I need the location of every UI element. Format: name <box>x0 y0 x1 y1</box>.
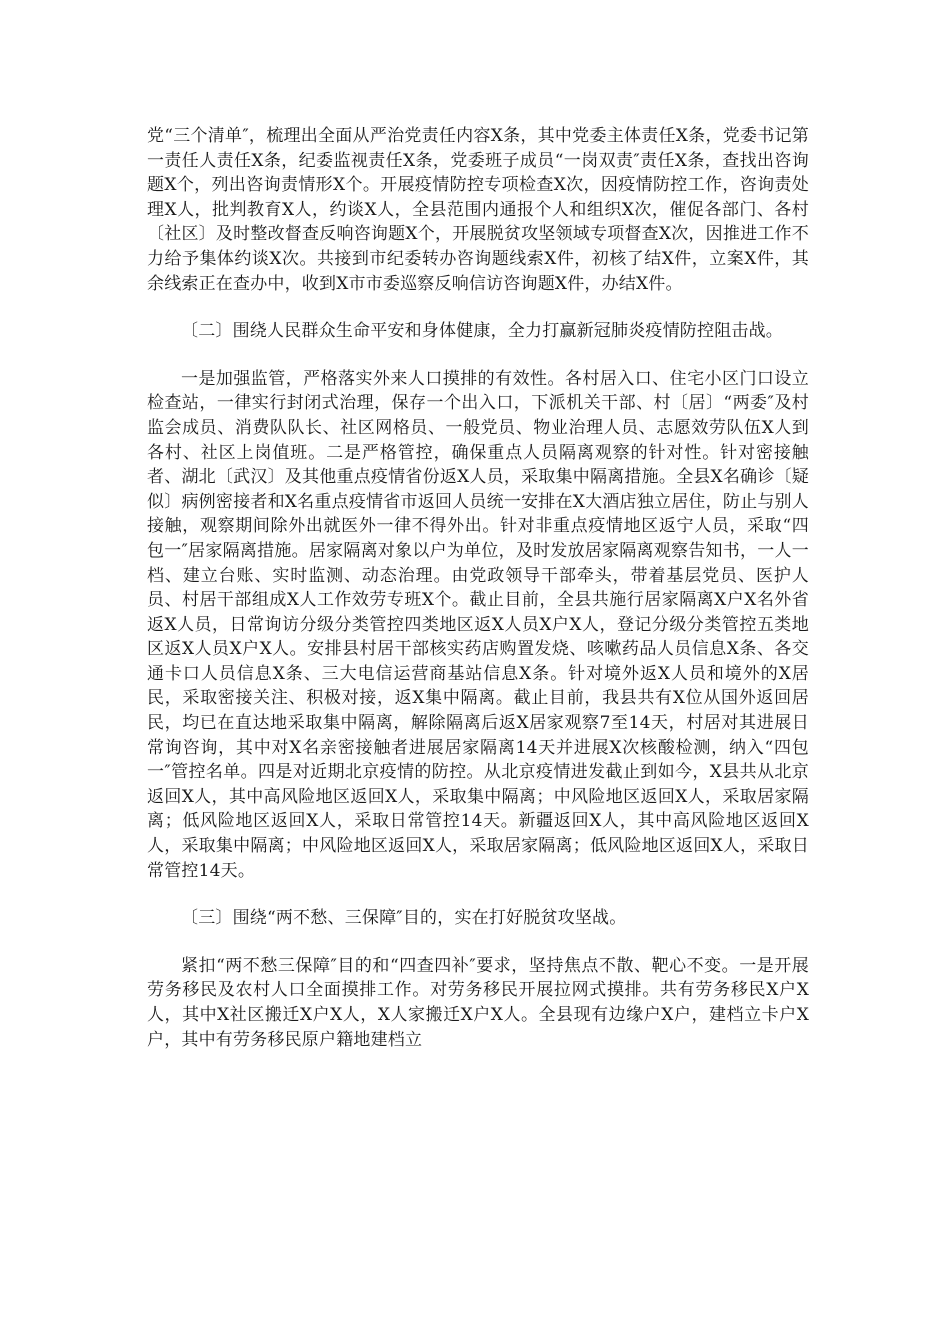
paragraph-epidemic-measures: 一是加强监管，严格落实外来人口摸排的有效性。各村居入口、住宅小区门口设立检查站，一律实行封闭式治理，保存一个出入口，下派机关干部、村〔居〕“两委″及村监会成员、消费队队长、社区网格员、一般党员、物业治理人员、志愿效劳队伍X人到各村、社区上岗值班。二是严格管控，确保重点人员隔离观察的针对性。针对密接触者、湖北〔武汉〕及其他重点疫情省份返X人员，采取集中隔离措施。全县X名确诊〔疑似〕病例密接者和X名重点疫情省市返回人员统一安排在X大酒店独立居住，防止与别人接触，观察期间除外出就医外一律不得外出。针对非重点疫情地区返宁人员，采取“四包一″居家隔离措施。居家隔离对象以户为单位，及时发放居家隔离观察告知书，一人一档、建立台账、实时监测、动态治理。由党政领导干部牵头，带着基层党员、医护人员、村居干部组成X人工作效劳专班X个。截止目前，全县共施行居家隔离X户X名外省返X人员，日常询访分级分类管控四类地区返X人员X户X人，登记分级分类管控五类地区返X人员X户X人。安排县村居干部核实药店购置发烧、咳嗽药品人员信息X条、各交通卡口人员信息X条、三大电信运营商基站信息X条。针对境外返X人员和境外的X居民，采取密接关注、积极对接，返X集中隔离。截止目前，我县共有X位从国外返回居民，均已在直达地采取集中隔离，解除隔离后返X居家观察7至14天，村居对其进展日常询咨询，其中对X名亲密接触者进展居家隔离14天并进展X次核酸检测，纳入“四包一″管控名单。四是对近期北京疫情的防控。从北京疫情进发截止到如今，X县共从北京返回X人，其中高风险地区返回X人，采取集中隔离；中风险地区返回X人，采取居家隔离；低风险地区返回X人，采取日常管控14天。新疆返回X人，其中高风险地区返回X人，采取集中隔离；中风险地区返回X人，采取居家隔离；低风险地区返回X人，采取日常管控14天。 <box>147 368 809 881</box>
paragraph-poverty-measures: 紧扣“两不愁三保障″目的和“四查四补″要求，坚持焦点不散、靶心不变。一是开展劳务移民及农村人口全面摸排工作。对劳务移民开展拉网式摸排。共有劳务移民X户X人，其中X社区搬迁X户X人，X人家搬迁X户X人。全县现有边缘户X户，建档立卡户X户，其中有劳务移民原户籍地建档立 <box>147 955 809 1050</box>
paragraph-spacer <box>147 883 809 906</box>
paragraph-spacer <box>147 296 809 319</box>
document-body <box>147 124 809 1052</box>
section-heading-epidemic-prevention: 〔二〕围绕人民群众生命平安和身体健康，全力打赢新冠肺炎疫情防控阻击战。 <box>181 321 783 342</box>
paragraph-spacer <box>147 344 809 367</box>
paragraph-accountability-summary: 党“三个清单″，梳理出全面从严治党责任内容X条，其中党委主体责任X条，党委书记第一责任人责任X条，纪委监视责任X条，党委班子成员“一岗双责″责任X条，查找出咨询题X个，列出咨询责情形X个。开展疫情防控专项检查X次，因疫情防控工作，咨询责处理X人，批判教育X人，约谈X人，全县范围内通报个人和组织X次，催促各部门、各村〔社区〕及时整改督查反响咨询题X个，开展脱贫攻坚领域专项督查X次，因推进工作不力给予集体约谈X次。共接到市纪委转办咨询题线索X件，初核了结X件，立案X件，其余线索正在查办中，收到X市市委巡察反响信访咨询题X件，办结X件。 <box>147 126 809 294</box>
paragraph-spacer <box>147 931 809 954</box>
section-heading-poverty-alleviation: 〔三〕围绕“两不愁、三保障″目的，实在打好脱贫攻坚战。 <box>181 908 627 929</box>
